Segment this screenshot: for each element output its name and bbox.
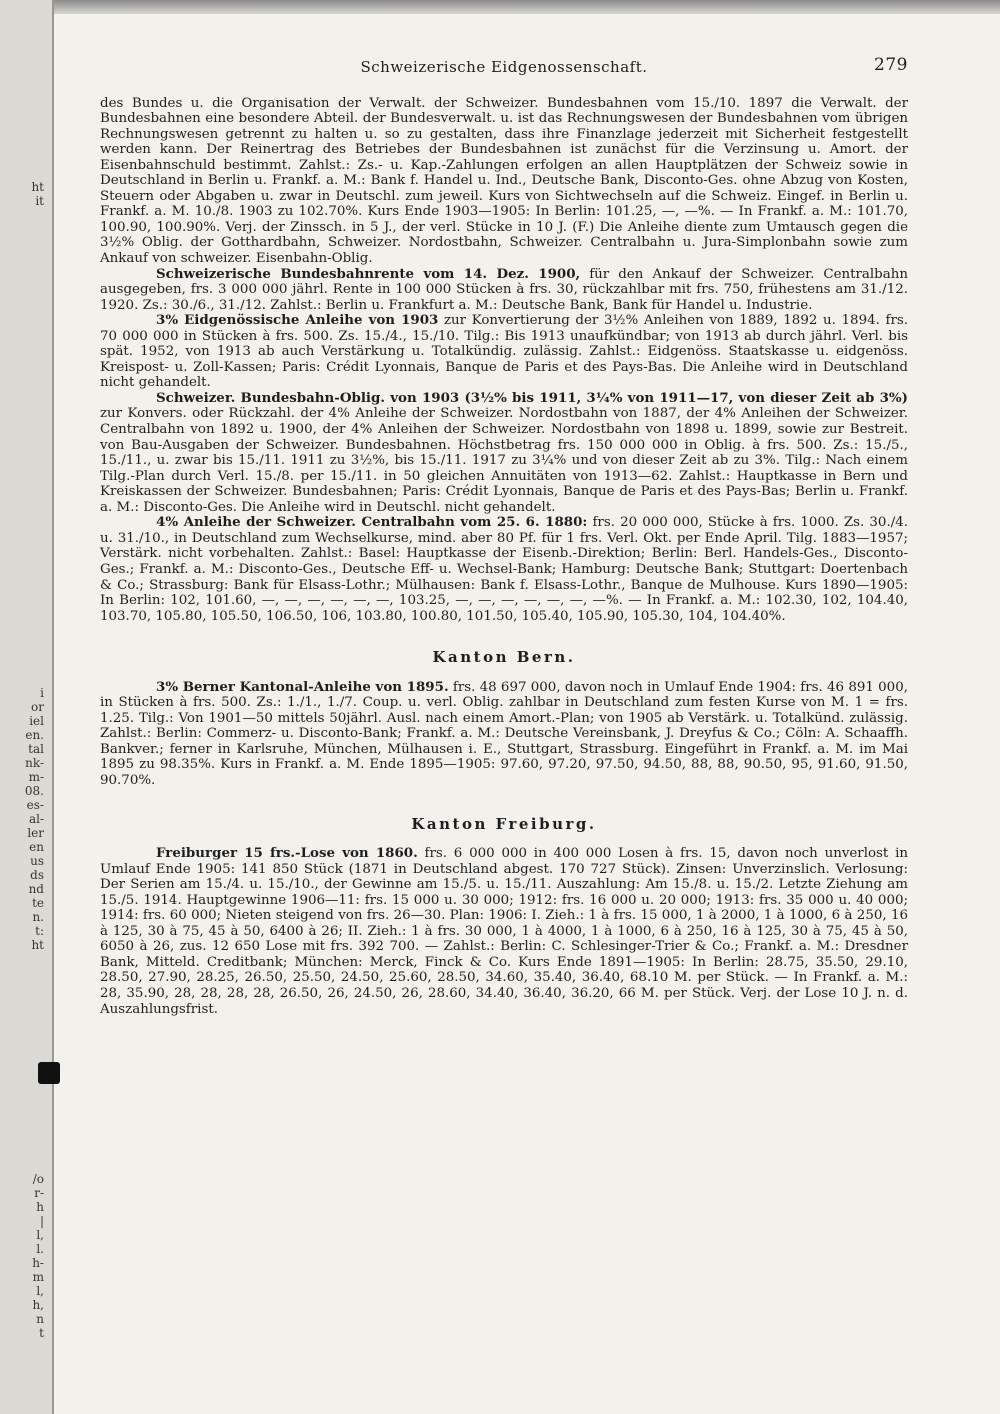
margin-fragment: nk- (25, 756, 44, 770)
page-number: 279 (874, 55, 908, 75)
entry-text: zur Konvers. oder Rückzahl. der 4% Anleihe der Schweizer. Nordostbahn von 1887, der 4% Anleihen der Schweizer. Centralbahn von 1892 u. 1900, der 4% Anleihen der Schweizer. Nordostbahn von 1898 u. 1899, sowie zur Bestreit. von Bau-Ausgaben der Schweizer. Bundesbahnen. Höchstbetrag frs. 150 000 000 in Oblig. à frs. 500. Zs.: 15./5., 15./11., u. zwar bis 15./11. 1911 zu 3½%, bis 15./11. 1917 zu 3¼% und von dieser Zeit ab zu 3%. Tilg.: Nach einem Tilg.-Plan durch Verl. 15./8. per 15./11. in 50 gleichen Annuitäten von 1913—62. Zahlst.: Hauptkasse in Bern und Kreiskassen der Schweizer. Bundesbahnen; Paris: Crédit Lyonnais, Banque de Paris et des Pays-Bas; Berlin u. Frankf. a. M.: Disconto-Ges. Die Anleihe wird in Deutschl. nicht gehandelt. (100, 406, 908, 515)
margin-fragment: en (29, 840, 44, 854)
margin-fragment: t: (35, 924, 44, 938)
margin-fragment: nd (28, 882, 44, 896)
margin-fragment: it (35, 194, 44, 208)
margin-fragment: us (30, 854, 44, 868)
margin-fragment: or (31, 700, 44, 714)
margin-fragment: es- (26, 798, 44, 812)
entry-bundesbahn-oblig (100, 391, 908, 515)
margin-fragments (4, 180, 44, 1340)
facing-page-edge (0, 0, 54, 1414)
margin-fragment: m (32, 1270, 44, 1284)
margin-fragment: r- (34, 1186, 44, 1200)
section-heading-bern: Kanton Bern. (432, 648, 576, 667)
entry-text: zur Konvertierung der 3½% Anleihen von 1889, 1892 u. 1894. frs. 70 000 000 in Stücken à frs. 500. Zs. 15./4., 15./10. Tilg.: Bis 1913 unaufkündbar; von 1913 ab durch jährl. Verl. bis spät. 1952, von 1913 ab auch Verstärkung u. Totalkündig. zulässig. Zahlst.: Eidgenöss. Staatskasse u. eidgenöss. Kreispost- u. Zoll-Kassen; Paris: Crédit Lyonnais, Banque de Paris et des Pays-Bas. Die Anleihe wird in Deutschland nicht gehandelt. (100, 313, 909, 391)
margin-fragment: te (32, 896, 44, 910)
page-content (100, 55, 909, 1017)
entry-text: für den Ankauf der Schweizer. Centralbahn ausgegeben, frs. 3 000 000 jährl. Rente in 100 000 Stücken à frs. 30, rückzahlbar mit frs. 750, frühestens am 31./12. 1920. Zs.: 30./6., 31./12. Zahlst.: Berlin u. Frankfurt a. M.: Deutsche Bank, Bank für Handel u. Industrie. (100, 266, 908, 313)
margin-fragment: ler (27, 826, 44, 840)
entry-title: 3% Berner Kantonal-Anleihe von 1895. (156, 678, 449, 695)
margin-fragment: /o (32, 1172, 44, 1186)
margin-fragment: | (39, 1214, 44, 1228)
margin-fragment: n (36, 1312, 44, 1326)
margin-fragment: ht (31, 938, 44, 952)
entry-title: Freiburger 15 frs.-Lose von 1860. (156, 845, 418, 862)
header-title: Schweizerische Eidgenossenschaft. (360, 58, 648, 76)
margin-fragment: iel (29, 714, 44, 728)
entry-title: Schweizerische Bundesbahnrente vom 14. Dez. 1900, (156, 265, 581, 282)
intro-paragraph: des Bundes u. die Organisation der Verwalt. der Schweizer. Bundesbahnen vom 15./10. 1897 die Verwalt. der Bundesbahnen eine besondere Abteil. der Bundesverwalt. u. ist das Rechnungswesen der Bundesbahnen vom übrigen Rechnungswesen getrennt zu halten u. so zu gestalten, dass ihre Finanzlage jederzeit mit Sicherheit festgestellt werden kann. Der Reinertrag des Betriebes der Bundesbahnen ist zunächst für die Verzinsung u. Amort. der Eisenbahnschuld bestimmt. Zahlst.: Zs.- u. Kap.-Zahlungen erfolgen an allen Hauptplätzen der Schweiz sowie in Deutschland in Berlin u. Frankf. a. M.: Bank f. Handel u. Ind., Deutsche Bank, Disconto-Ges. ohne Abzug von Kosten, Steuern oder Abgaben u. zwar in Deutschl. zum jeweil. Kurs von Sichtwechseln auf die Schweiz. Eingef. in Berlin u. Frankf. a. M. 10./8. 1903 zu 102.70%. Kurs Ende 1903—1905: In Berlin: 101.25, —, —%. — In Frankf. a. M.: 101.70, 100.90, 100.90%. Verj. der Zinssch. in 5 J., der verl. Stücke in 10 J. (F.) Die Anleihe diente zum Umtausch gegen die 3½% Oblig. der Gotthardbahn, Schweizer. Nordostbahn, Schweizer. Centralbahn u. Jura-Simplonbahn sowie zum Ankauf von schweizer. Eisenbahn-Oblig. (100, 95, 908, 267)
running-header (100, 55, 908, 76)
margin-fragment: l, (36, 1228, 44, 1242)
entry-berner-kantonal-anleihe (100, 680, 908, 789)
margin-fragment: m- (28, 770, 44, 784)
entry-title: 3% Eidgenössische Anleihe von 1903 (156, 312, 439, 329)
margin-fragment: al- (28, 812, 44, 826)
entry-title: 4% Anleihe der Schweizer. Centralbahn vom 25. 6. 1880: (156, 514, 588, 531)
entry-freiburger-lose (100, 846, 908, 1017)
entry-text: frs. 20 000 000, Stücke à frs. 1000. Zs. 30./4. u. 31./10., in Deutschland zum Wechselkurse, mind. aber 80 Pf. für 1 frs. Verl. Okt. per Ende April. Tilg. 1883—1957; Verstärk. nicht vorbehalten. Zahlst.: Basel: Hauptkasse der Eisenb.-Direktion; Berlin: Berl. Handels-Ges., Disconto-Ges.; Frankf. a. M.: Disconto-Ges., Deutsche Eff- u. Wechsel-Bank; Hamburg: Deutsche Bank; Stuttgart: Doertenbach & Co.; Strassburg: Bank für Elsass-Lothr.; Mülhausen: Bank f. Elsass-Lothr., Banque de Mulhouse. Kurs 1890—1905: In Berlin: 102, 101.60, —, —, —, —, —, —, 103.25, —, —, —, —, —, —, —%. — In Frankf. a. M.: 102.30, 102, 104.40, 103.70, 105.80, 105.50, 106.50, 106, 103.80, 100.80, 101.50, 105.40, 105.90, 105.30, 104, 104.40%. (100, 515, 908, 624)
margin-fragment: l. (36, 1242, 44, 1256)
entry-text: frs. 6 000 000 in 400 000 Losen à frs. 15, davon noch unverlost in Umlauf Ende 1905: 141 850 Stück (1871 in Deutschland abgest. 170 727 Stück). Zinsen: Unverzinslich. Verlosung: Der Serien am 15./4. u. 15./10., der Gewinne am 15./5. u. 15./11. Auszahlung: Am 15./8. u. 15./2. Letzte Ziehung am 15./5. 1914. Hauptgewinne 1906—11: frs. 15 000 u. 30 000; 1912: frs. 16 000 u. 20 000; 1913: frs. 35 000 u. 40 000; 1914: frs. 60 000; Nieten steigend von frs. 26—30. Plan: 1906: I. Zieh.: 1 à frs. 15 000, 1 à 2000, 1 à 1000, 6 à 250, 16 à 125, 30 à 75, 45 à 50, 6400 à 26; II. Zieh.: 1 à frs. 30 000, 1 à 4000, 1 à 1000, 6 à 250, 16 à 125, 30 à 75, 45 à 50, 6050 à 26, zus. 12 650 Lose mit frs. 392 700. — Zahlst.: Berlin: C. Schlesinger-Trier & Co.; Frankf. a. M.: Dresdner Bank, Mitteld. Creditbank; München: Merck, Finck & Co. Kurs Ende 1891—1905: In Berlin: 28.75, 35.50, 29.10, 28.50, 27.90, 28.25, 26.50, 25.50, 24.50, 25.60, 28.50, 34.60, 35.40, 36.40, 68.10 M. per Stück. — In Frankf. a. M.: 28, 35.90, 28, 28, 28, 28, 26.50, 26, 24.50, 26, 28.60, 34.40, 36.40, 36.20, 66 M. per Stück. Verj. der Lose 10 J. n. d. Auszahlungsfrist. (100, 846, 908, 1017)
scan-edge (0, 0, 1000, 14)
binding-tab-mark (38, 1062, 60, 1084)
margin-fragment: h (36, 1200, 44, 1214)
entry-centralbahn-anleihe (100, 515, 908, 624)
margin-fragment: en. (25, 728, 44, 742)
margin-fragment: h- (32, 1256, 44, 1270)
entry-bundesbahnrente (100, 267, 908, 314)
margin-fragment: l, (36, 1284, 44, 1298)
entry-title: Schweizer. Bundesbahn-Oblig. von 1903 (3½% bis 1911, 3¼% von 1911—17, von dieser Zeit ab 3%) (156, 389, 908, 406)
margin-fragment: tal (28, 742, 44, 756)
entry-text: frs. 48 697 000, davon noch in Umlauf Ende 1904: frs. 46 891 000, in Stücken à frs. 500. Zs.: 1./1., 1./7. Coup. u. verl. Oblig. zahlbar in Deutschland zum festen Kurse von M. 1 = frs. 1.25. Tilg.: Von 1901—50 mittels 50jährl. Ausl. nach einem Amort.-Plan; von 1905 ab Verstärk. u. Totalkünd. zulässig. Zahlst.: Berlin: Commerz- u. Disconto-Bank; Frankf. a. M.: Deutsche Vereinsbank, J. Dreyfus & Co.; Cöln: A. Schaaffh. Bankver.; ferner in Karlsruhe, München, Mülhausen i. E., Stuttgart, Strassburg. Eingeführt in Frankf. a. M. im Mai 1895 zu 98.35%. Kurs in Frankf. a. M. Ende 1895—1905: 97.60, 97.20, 97.50, 94.50, 88, 88, 90.50, 95, 91.60, 91.50, 90.70%. (100, 679, 908, 788)
entry-eidgenoessische-anleihe (100, 313, 908, 391)
section-heading-freiburg: Kanton Freiburg. (411, 814, 597, 833)
margin-fragment: ht (31, 180, 44, 194)
margin-fragment: i (40, 686, 44, 700)
margin-fragment: ds (30, 868, 44, 882)
margin-fragment: n. (32, 910, 44, 924)
margin-fragment: t (39, 1326, 44, 1340)
margin-fragment: h, (32, 1298, 44, 1312)
margin-fragment: 08. (24, 784, 44, 798)
